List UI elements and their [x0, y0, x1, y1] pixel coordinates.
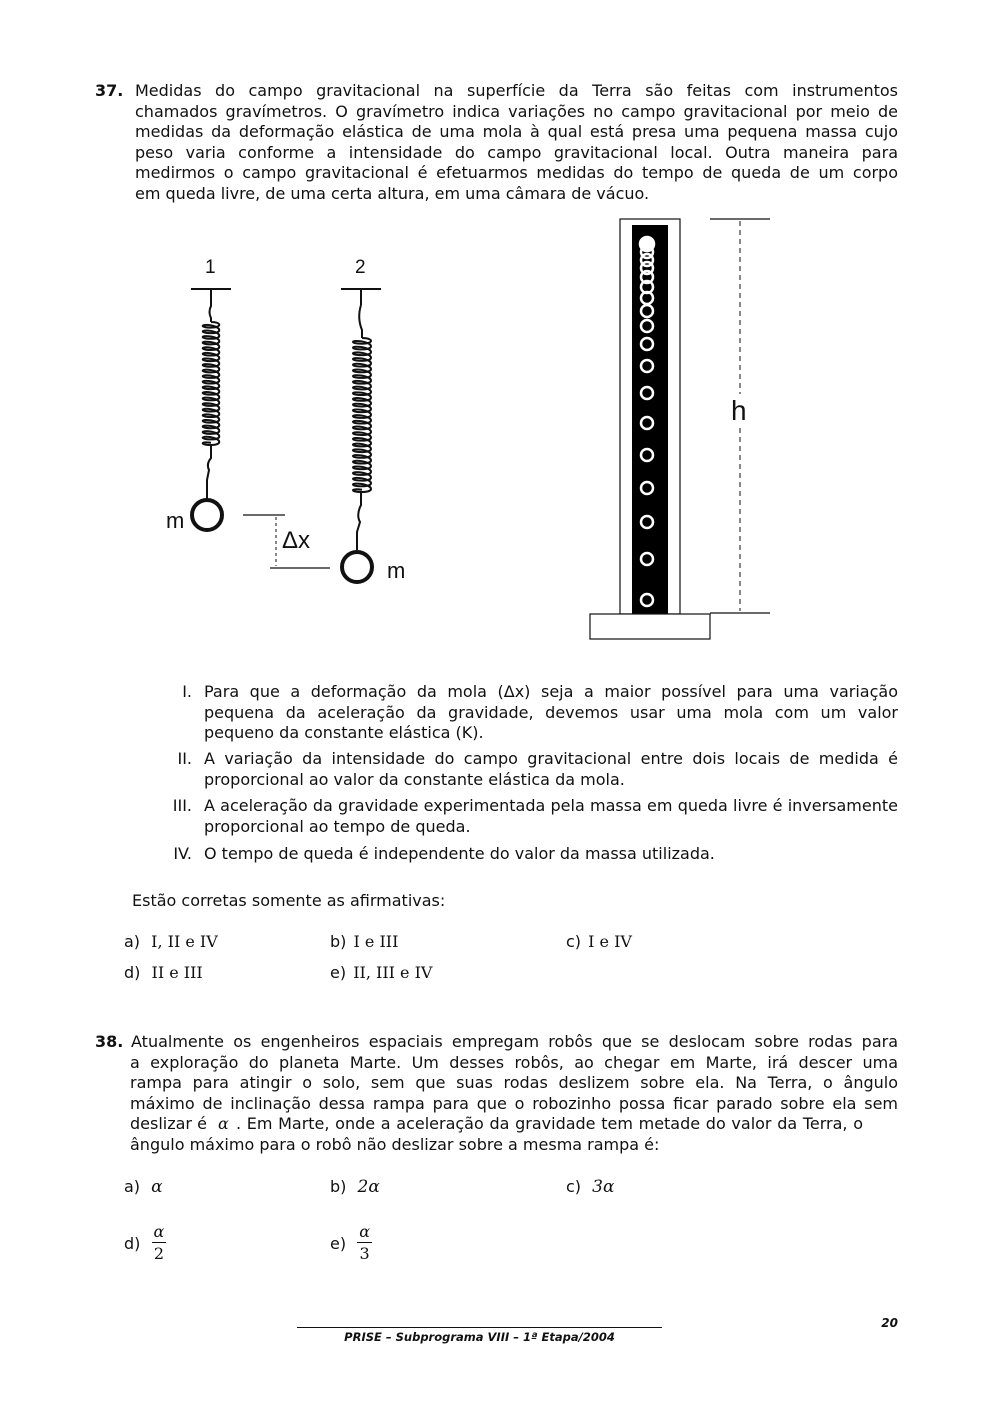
spring-1-label: 1 [205, 257, 216, 278]
option-value: II e III [151, 963, 203, 982]
option-value: I e IV [588, 932, 632, 951]
option-label: c) [566, 932, 582, 951]
statement-4 [150, 844, 898, 866]
option-label: b) [330, 1177, 347, 1196]
q37-option-a[interactable] [124, 932, 218, 951]
fraction-denominator: 3 [359, 1244, 370, 1263]
option-value: 2α [357, 1177, 380, 1197]
q38-option-e[interactable] [330, 1222, 372, 1265]
q37-intro-line: medirmos o campo gravitacional é efetuarmos medidas do tempo de queda de um corpo [135, 163, 898, 182]
q38-number: 38. [95, 1032, 124, 1051]
vacuum-chamber [590, 219, 710, 639]
q38-line: rampa para atingir o solo, sem que suas rodas deslizem sobre ela. Na Terra, o ângulo [130, 1073, 898, 1092]
fraction-alpha-over-3 [357, 1222, 372, 1265]
option-label: e) [330, 1234, 347, 1253]
option-label: e) [330, 963, 347, 982]
option-value: I, II e IV [151, 932, 218, 951]
q37-intro-line: medidas da deformação elástica de uma mola à qual está presa uma pequena massa cujo [135, 122, 898, 141]
statement-number: II. [177, 749, 192, 768]
statement-3 [150, 796, 898, 838]
height-label: h [731, 395, 747, 426]
q38-line: Atualmente os engenheiros espaciais empregam robôs que se deslocam sobre rodas para [131, 1032, 898, 1051]
q38-option-a[interactable] [124, 1177, 163, 1197]
option-label: d) [124, 1234, 141, 1253]
option-value: α [151, 1177, 163, 1197]
option-label: d) [124, 963, 141, 982]
statement-text: O tempo de queda é independente do valor da massa utilizada. [204, 844, 715, 863]
gravimeter-figure [0, 210, 992, 650]
statement-number: III. [172, 796, 192, 815]
fraction-alpha-over-2 [152, 1222, 167, 1265]
mass-2-label: m [387, 558, 406, 583]
statement-2 [150, 749, 898, 791]
q38-line [130, 1114, 898, 1135]
option-label: b) [330, 932, 347, 951]
option-label: a) [124, 932, 141, 951]
mass-1-circle [192, 500, 222, 530]
statement-text: Para que a deformação da mola (Δx) seja a maior possível para uma variação pequena da aceleração da gravidade, devemos usar uma mola com um valor pequeno da constante elástica (K). [204, 682, 898, 742]
mass-2-circle [342, 552, 372, 582]
alpha-symbol: α [218, 1114, 229, 1133]
q37-number: 37. [95, 81, 124, 100]
option-value: I e III [353, 932, 399, 951]
option-label: c) [566, 1177, 582, 1196]
q37-intro-line: chamados gravímetros. O gravímetro indica variações no campo gravitacional por meio de [135, 101, 898, 121]
option-value: 3α [592, 1177, 615, 1197]
spring-2-label: 2 [355, 257, 366, 278]
q38-line: máximo de inclinação dessa rampa para que o robozinho possa ficar parado sobre ela sem [130, 1093, 898, 1113]
q38-option-b[interactable] [330, 1177, 380, 1197]
fraction-numerator: α [153, 1222, 165, 1241]
spring-1 [191, 289, 231, 530]
page-number: 20 [881, 1316, 898, 1330]
q37-intro-line: em queda livre, de uma certa altura, em uma câmara de vácuo. [135, 183, 650, 203]
q38-line5-pre: deslizar é [130, 1114, 207, 1133]
q37-option-d[interactable] [124, 963, 203, 982]
q37-prompt: Estão corretas somente as afirmativas: [132, 891, 446, 910]
q37-option-b[interactable] [330, 932, 398, 951]
mass-1-label: m [166, 508, 185, 533]
option-label: a) [124, 1177, 141, 1196]
statement-text: A aceleração da gravidade experimentada pela massa em queda livre é inversamente proporcional ao tempo de queda. [204, 796, 898, 836]
q38-line: ângulo máximo para o robô não deslizar sobre a mesma rampa é: [130, 1134, 660, 1154]
statement-number: I. [182, 682, 192, 701]
fraction-numerator: α [359, 1222, 370, 1241]
q38-line: a exploração do planeta Marte. Um desses robôs, ao chegar em Marte, irá descer uma [130, 1052, 898, 1072]
q37-intro-line: peso varia conforme a intensidade do campo gravitacional local. Outra maneira para [135, 142, 898, 162]
q38-option-c[interactable] [566, 1177, 614, 1197]
fraction-denominator: 2 [153, 1244, 164, 1263]
spring-2 [341, 289, 381, 582]
q38-line5-post: . Em Marte, onde a aceleração da gravidade tem metade do valor da Terra, o [235, 1114, 863, 1133]
statement-text: A variação da intensidade do campo gravitacional entre dois locais de medida é proporcional ao valor da constante elástica da mola. [204, 749, 898, 789]
footer-text: PRISE – Subprograma VIII – 1ª Etapa/2004 [344, 1330, 615, 1344]
statement-number: IV. [173, 844, 192, 863]
q38-option-d[interactable] [124, 1222, 166, 1265]
delta-x-label: Δx [282, 527, 311, 554]
option-value: II, III e IV [353, 963, 433, 982]
footer-divider [297, 1327, 662, 1328]
q37-option-e[interactable] [330, 963, 432, 982]
q37-intro-line: Medidas do campo gravitacional na superfície da Terra são feitas com instrumentos [135, 81, 898, 100]
statement-1 [150, 682, 898, 744]
q37-option-c[interactable] [566, 932, 632, 951]
